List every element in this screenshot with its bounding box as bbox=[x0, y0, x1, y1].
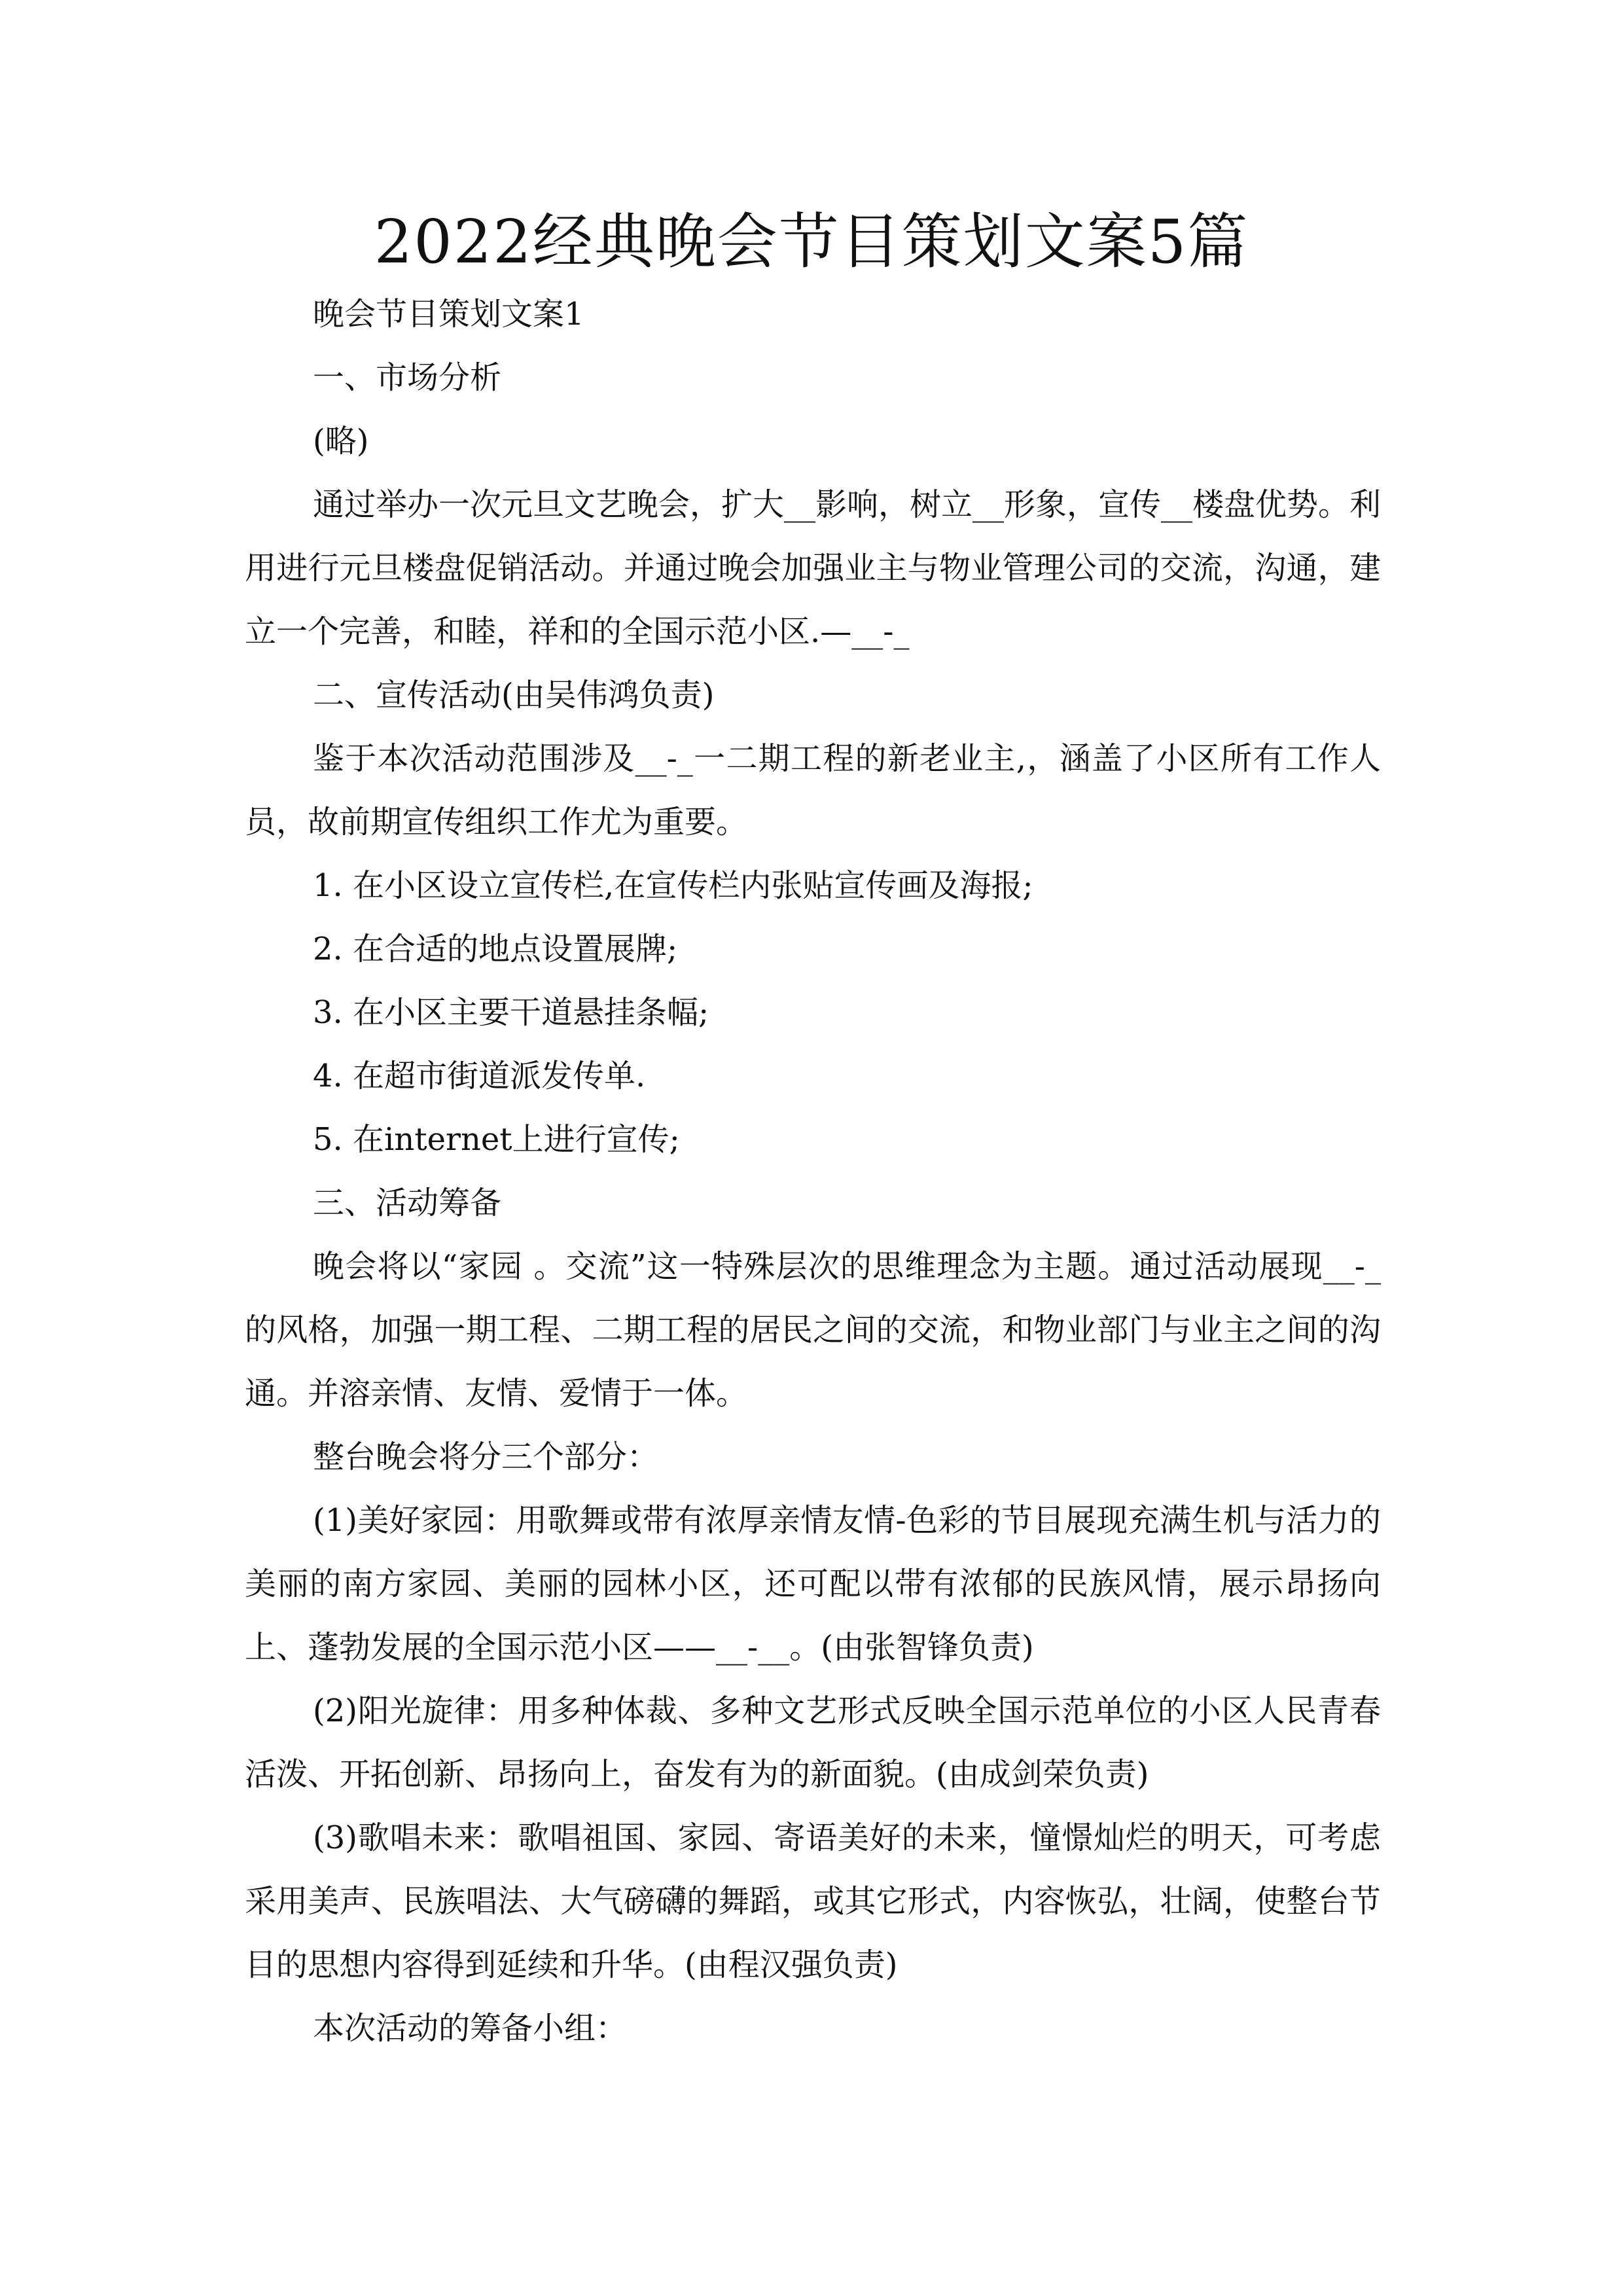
list-item: 2. 在合适的地点设置展牌; bbox=[313, 931, 678, 967]
section-heading: 二、宣传活动(由吴伟鸿负责) bbox=[313, 677, 715, 713]
paragraph: (略) bbox=[313, 423, 369, 459]
list-item: 5. 在internet上进行宣传; bbox=[313, 1121, 680, 1158]
paragraph: 本次活动的筹备小组： bbox=[313, 2010, 628, 2047]
section-heading: 三、活动筹备 bbox=[313, 1185, 502, 1221]
paragraph: 整台晚会将分三个部分： bbox=[313, 1439, 659, 1475]
paragraph: 鉴于本次活动范围涉及__-_一二期工程的新老业主,，涵盖了小区所有工作人员，故前期宣传组织工作尤为重要。 bbox=[245, 740, 1381, 840]
section-heading: 一、市场分析 bbox=[313, 359, 502, 396]
document-title: 2022经典晚会节目策划文案5篇 bbox=[374, 207, 1249, 277]
paragraph: (1)美好家园：用歌舞或带有浓厚亲情友情-色彩的节目展现充满生机与活力的美丽的南方家园、美丽的园林小区，还可配以带有浓郁的民族风情，展示昂扬向上、蓬勃发展的全国示范小区——__-__。(由张智锋负责) bbox=[245, 1502, 1381, 1666]
paragraph: (2)阳光旋律：用多种体裁、多种文艺形式反映全国示范单位的小区人民青春活泼、开拓创新、昂扬向上，奋发有为的新面貌。(由成剑荣负责) bbox=[245, 1693, 1381, 1793]
paragraph: 通过举办一次元旦文艺晚会，扩大__影响，树立__形象，宣传__楼盘优势。利用进行元旦楼盘促销活动。并通过晚会加强业主与物业管理公司的交流，沟通，建立一个完善，和睦，祥和的全国示范小区.—__-_ bbox=[245, 486, 1382, 650]
list-item: 4. 在超市街道派发传单. bbox=[313, 1058, 646, 1094]
list-item: 1. 在小区设立宣传栏,在宣传栏内张贴宣传画及海报; bbox=[313, 867, 1033, 904]
section-heading: 晚会节目策划文案1 bbox=[313, 296, 584, 332]
paragraph: 晚会将以“家园 。交流”这一特殊层次的思维理念为主题。通过活动展现__-_的风格，加强一期工程、二期工程的居民之间的交流，和物业部门与业主之间的沟通。并溶亲情、友情、爱情于一体。 bbox=[245, 1248, 1381, 1412]
paragraph: (3)歌唱未来：歌唱祖国、家园、寄语美好的未来，憧憬灿烂的明天，可考虑采用美声、民族唱法、大气磅礴的舞蹈，或其它形式，内容恢弘，壮阔，使整台节目的思想内容得到延续和升华。(由程汉强负责) bbox=[245, 1820, 1381, 1983]
document-body bbox=[245, 283, 1381, 2060]
list-item: 3. 在小区主要干道悬挂条幅; bbox=[313, 994, 709, 1031]
